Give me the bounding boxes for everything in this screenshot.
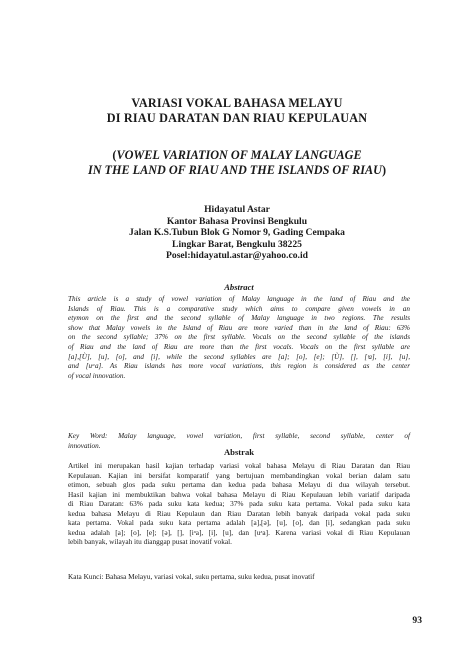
abstract-heading: Abstract bbox=[224, 282, 254, 292]
author-email: Posel:hidayatul.astar@yahoo.co.id bbox=[166, 250, 308, 262]
abstract-line: etymon on the first and the second syllable of Malay language in two regions. The results bbox=[68, 314, 410, 323]
abstrak-heading: Abstrak bbox=[223, 447, 255, 457]
abstract-line: [a],[Ù], [u], [o], and [i], while the second syllables are [a]; [o], [e]; [Ù], [], [ᶦa], [i], [u], bbox=[68, 352, 410, 361]
english-title-line-1 bbox=[30, 148, 444, 163]
kata-kunci-line: Kata Kunci: Bahasa Melayu, variasi vokal, suku pertama, suku kedua, pusat inovatif bbox=[68, 572, 315, 581]
abstract-line: show that Malay vowels in the Island of Riau are more varied than in the land of Riau: 63% bbox=[68, 323, 410, 332]
abstract-line: of Riau and the land of Riau are more than the first vocals. Vocals on the first syllable are bbox=[68, 342, 410, 351]
abstrak-line: Hasil kajian ini membuktikan bahwa vokal bahasa Melayu di Riau Kepulauan lebih variatif daripada bbox=[68, 489, 410, 499]
english-title-text-2: IN THE LAND OF RIAU AND THE ISLANDS OF RIAU bbox=[87, 163, 382, 177]
abstrak-line: kedua bahasa Melayu di Riau Kepulaun dan Riau Daratan lebih banyak daripada vokal pada suku bbox=[68, 508, 410, 518]
abstrak-line: etimon, sebuah glos pada suku pertama dan kedua pada bahasa Melayu di dua wilayah tersebut. bbox=[68, 480, 410, 489]
abstract-line: Islands of Riau. This is a comparative study which aims to compare given vowels in an bbox=[68, 304, 410, 313]
abstract-line: of vocal innovation. bbox=[68, 371, 126, 380]
author-info bbox=[30, 204, 444, 262]
english-abstract bbox=[68, 282, 410, 381]
author-name: Hidayatul Astar bbox=[204, 204, 270, 215]
article-title bbox=[30, 96, 444, 126]
author-institution: Kantor Bahasa Provinsi Bengkulu bbox=[166, 215, 308, 227]
abstract-line: on the second syllable; 37% on the first syllable. Vocals on the second syllable of the islands bbox=[68, 333, 410, 342]
page-number: 93 bbox=[412, 615, 422, 626]
abstrak-line: lebih banyak, wilayah itu dianggap pusat inovatif vokal. bbox=[68, 537, 232, 546]
abstrak-line: kedua adalah [a]; [o], [e]; [ə], [], [iᵃa], [i], [u], dan [uᵃa]. Karena variasi vokal di Riau Kepulauan bbox=[68, 527, 410, 537]
abstract-line: and [uᵃa]. As Riau islands has more vocal variations, this region is considered as the center bbox=[68, 362, 410, 371]
author-address-2: Lingkar Barat, Bengkulu 38225 bbox=[172, 238, 302, 250]
abstrak-line: Kepulauan. Kajian ini bersifat komparatif yang bertujuan membandingkan vokal berian dalam satu bbox=[68, 470, 410, 480]
abstrak-line: Artikel ini merupakan hasil kajian terhadap variasi vokal bahasa Melayu di Riau Daratan dan Riau bbox=[68, 461, 410, 470]
keyword-line: innovation. bbox=[68, 441, 101, 450]
indonesian-abstract bbox=[68, 447, 410, 547]
abstract-line: This article is a study of vowel variation of Malay language in the land of Riau and the bbox=[68, 295, 410, 303]
english-title bbox=[30, 148, 444, 178]
english-title-line-2 bbox=[30, 163, 444, 178]
close-paren: ) bbox=[381, 163, 387, 177]
open-paren: ( bbox=[112, 148, 117, 162]
keyword-line: Key Word: Malay language, vowel variation, first syllable, second syllable, center of bbox=[68, 432, 410, 440]
title-line-1: VARIASI VOKAL BAHASA MELAYU bbox=[131, 96, 343, 110]
abstrak-line: di Riau Daratan: 63% pada suku kata kedua; 37% pada suku kata pertama. Vokal pada suku kata bbox=[68, 499, 410, 508]
indonesian-keywords bbox=[68, 572, 410, 582]
author-address-1: Jalan K.S.Tubun Blok G Nomor 9, Gading Cempaka bbox=[129, 227, 345, 239]
abstrak-line: kata pertama. Vokal pada suku kata pertama adalah [a],[ə], [u], [o], dan [i], sedangkan pada suku bbox=[68, 518, 410, 527]
english-title-text-1: VOWEL VARIATION OF MALAY LANGUAGE bbox=[116, 148, 362, 162]
title-line-2: DI RIAU DARATAN DAN RIAU KEPULAUAN bbox=[106, 111, 368, 125]
